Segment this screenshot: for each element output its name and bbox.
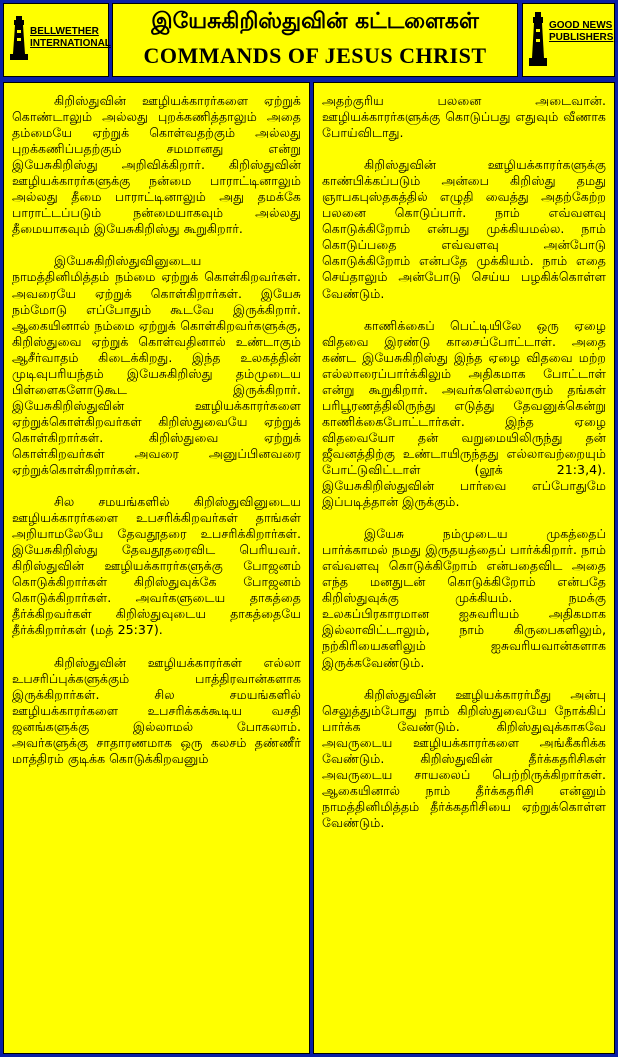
logo-left-line1: BELLWETHER [30,26,99,37]
logo-right-text [549,20,613,44]
logo-right-line1: GOOD NEWS [549,20,613,31]
paragraph: சில சமயங்களில் கிறிஸ்துவினுடைய ஊழியக்காரர்களை உபசரிக்கிறவர்கள் தாங்கள் அறியாமலேயே தேவதூதரை உபசரிக்கிறார்கள். இயேசுகிறிஸ்து தேவதூதரைவிட பெரியவர். கிறிஸ்துவின் ஊழியக்காரர்களுக்கு போஜனம் கொடுக்கிறார்கள் கிறிஸ்துவுக்கே போஜனம் கொடுக்கிறார்கள். அவர்களுடைய தாகத்தை தீர்க்கிறவர்கள் கிறிஸ்துவுடைய தாகத்தையே தீர்க்கிறார்கள் (மத் 25:37). [12,494,301,638]
lighthouse-icon [529,12,547,66]
title-english: COMMANDS OF JESUS CHRIST [143,43,487,68]
paragraph: அதற்குரிய பலனை அடைவான். ஊழியக்காரர்களுக்கு கொடுப்பது எதுவும் வீணாக போய்விடாது. [322,93,606,141]
header [0,0,618,80]
bellwether-logo [3,3,109,77]
paragraph: கிறிஸ்துவின் ஊழியக்காரர்மீது அன்பு செலுத்தும்போது நாம் கிறிஸ்துவையே நோக்கிப் பார்க்க வேண்டும். கிறிஸ்துவுக்காகவே அவருடைய ஊழியக்காரர்களை அங்கீகரிக்க வேண்டும். கிறிஸ்துவின் தீர்க்கதரிசிகள் அவருடைய சாயலைப் பெற்றிருக்கிறார்கள். ஆகையினால் நாம் தீர்க்கதரிசி என்னும் நாமத்தினிமித்தம் தீர்க்கதரிசியை ஏற்றுக்கொள்ள வேண்டும். [322,686,606,830]
title-tamil: இயேசுகிறிஸ்துவின் கட்டளைகள் [151,9,479,34]
logo-left-text [30,26,111,50]
paragraph: இயேசு நம்முடைய முகத்தைப் பார்க்காமல் நமது இருதயத்தைப் பார்க்கிறார். நாம் எவ்வளவு கொடுக்கிறோம் என்பதைவிட அதை எந்த மனதுடன் கொடுக்கிறோம் என்பதே கிறிஸ்துவுக்கு முக்கியம். நமக்கு உலகப்பிரகாரமான ஐசுவரியம் அதிகமாக இல்லாவிட்டாலும், நாம் கிருபைகளிலும், நற்கிரியைகளிலும் ஐசுவரியவான்களாக இருக்கவேண்டும். [322,526,606,670]
title-box [112,3,518,77]
paragraph: கிறிஸ்துவின் ஊழியக்காரர்களுக்கு காண்பிக்கப்படும் அன்பை கிறிஸ்து தமது ஞாபகபுஸ்தகத்தில் எழுதி வைத்து அதற்கேற்ற பலனை கொடுப்பார். நாம் எவ்வளவு கொடுக்கிறோம் என்பது முக்கியமல்ல. நாம் கொடுப்பதை எவ்வளவு அன்போடு கொடுக்கிறோம் என்பதே முக்கியம். நாம் எதை செய்தாலும் அன்போடு செய்ய பழகிக்கொள்ள வேண்டும். [322,157,606,301]
paragraph: கிறிஸ்துவின் ஊழியக்காரர்கள் எல்லா உபசரிப்புக்களுக்கும் பாத்திரவான்களாக இருக்கிறார்கள். சில சமயங்களில் ஊழியக்காரர்களை உபசரிக்கக்கூடிய வசதி ஜனங்களுக்கு இல்லாமல் போகலாம். அவர்களுக்கு சாதாரணமாக ஒரு கலசம் தண்ணீர் மாத்திரம் குடிக்க கொடுக்கிறவனும் [12,654,301,766]
paragraph: இயேசுகிறிஸ்துவினுடைய நாமத்தினிமித்தம் நம்மை ஏற்றுக் கொள்கிறவர்கள். அவரையே ஏற்றுக் கொள்கிறார்கள். இயேசு நம்மோடு எப்போதும் கூடவே இருக்கிறார். ஆகையினால் நம்மை ஏற்றுக் கொள்கிறவர்களுக்கு, கிறிஸ்துவை ஏற்றுக் கொள்வதினால் உண்டாகும் ஆசீர்வாதம் கிடைக்கிறது. இந்த உலகத்தின் முடிவுபரியந்தம் இயேசுகிறிஸ்து தம்முடைய பிள்ளைகளோடுகூட இருக்கிறார். இயேசுகிறிஸ்துவின் ஊழியக்காரர்களை ஏற்றுக்கொள்கிறவர்கள் கிறிஸ்துவையே ஏற்றுக் கொள்கிறார்கள். கிறிஸ்துவை ஏற்றுக் கொள்கிறவர்கள் அவரை அனுப்பினவரை ஏற்றுக்கொள்கிறார்கள். [12,253,301,478]
good-news-logo [522,3,615,77]
lighthouse-icon [10,16,28,60]
logo-left-line2: INTERNATIONAL [30,38,111,49]
paragraph: காணிக்கைப் பெட்டியிலே ஒரு ஏழை விதவை இரண்டு காசைப்போட்டாள். அதை கண்ட இயேசுகிறிஸ்து இந்த ஏழை விதவை மற்ற எல்லாரைப்பார்க்கிலும் அதிகமாக போட்டாள் என்று கூறுகிறார். அவர்களெல்லாரும் தங்கள் பரிபூரணத்திலிருந்து எடுத்து தேவனுக்கென்று காணிக்கைபோட்டார்கள். இந்த ஏழை விதவையோ தன் வறுமையிலிருந்து தன் ஜீவனத்திற்கு உண்டாயிருந்தது எல்லாவற்றையும் போட்டுவிட்டாள் (லூக் 21:3,4). இயேசுகிறிஸ்துவின் பார்வை எப்போதுமே இப்படித்தான் இருக்கும். [322,317,606,510]
logo-right-line2: PUBLISHERS [549,32,614,43]
right-column [313,82,615,1054]
left-column [3,82,310,1054]
paragraph: கிறிஸ்துவின் ஊழியக்காரர்களை ஏற்றுக் கொண்டாலும் அல்லது புறக்கணித்தாலும் அதை தம்மையே ஏற்றுக் கொள்வதற்கும் அல்லது புறக்கணிப்பதற்கும் சமமானது என்று இயேசுகிறிஸ்து அறிவிக்கிறார். கிறிஸ்துவின் ஊழியக்காரர்களுக்கு நன்மை பாராட்டினாலும் அல்லது தீமை பாராட்டினாலும் அது தமக்கே பாராட்டப்படும் நன்மையாகவும் அல்லது தீமையாகவும் இயேசுகிறிஸ்து கூறுகிறார். [12,93,301,237]
